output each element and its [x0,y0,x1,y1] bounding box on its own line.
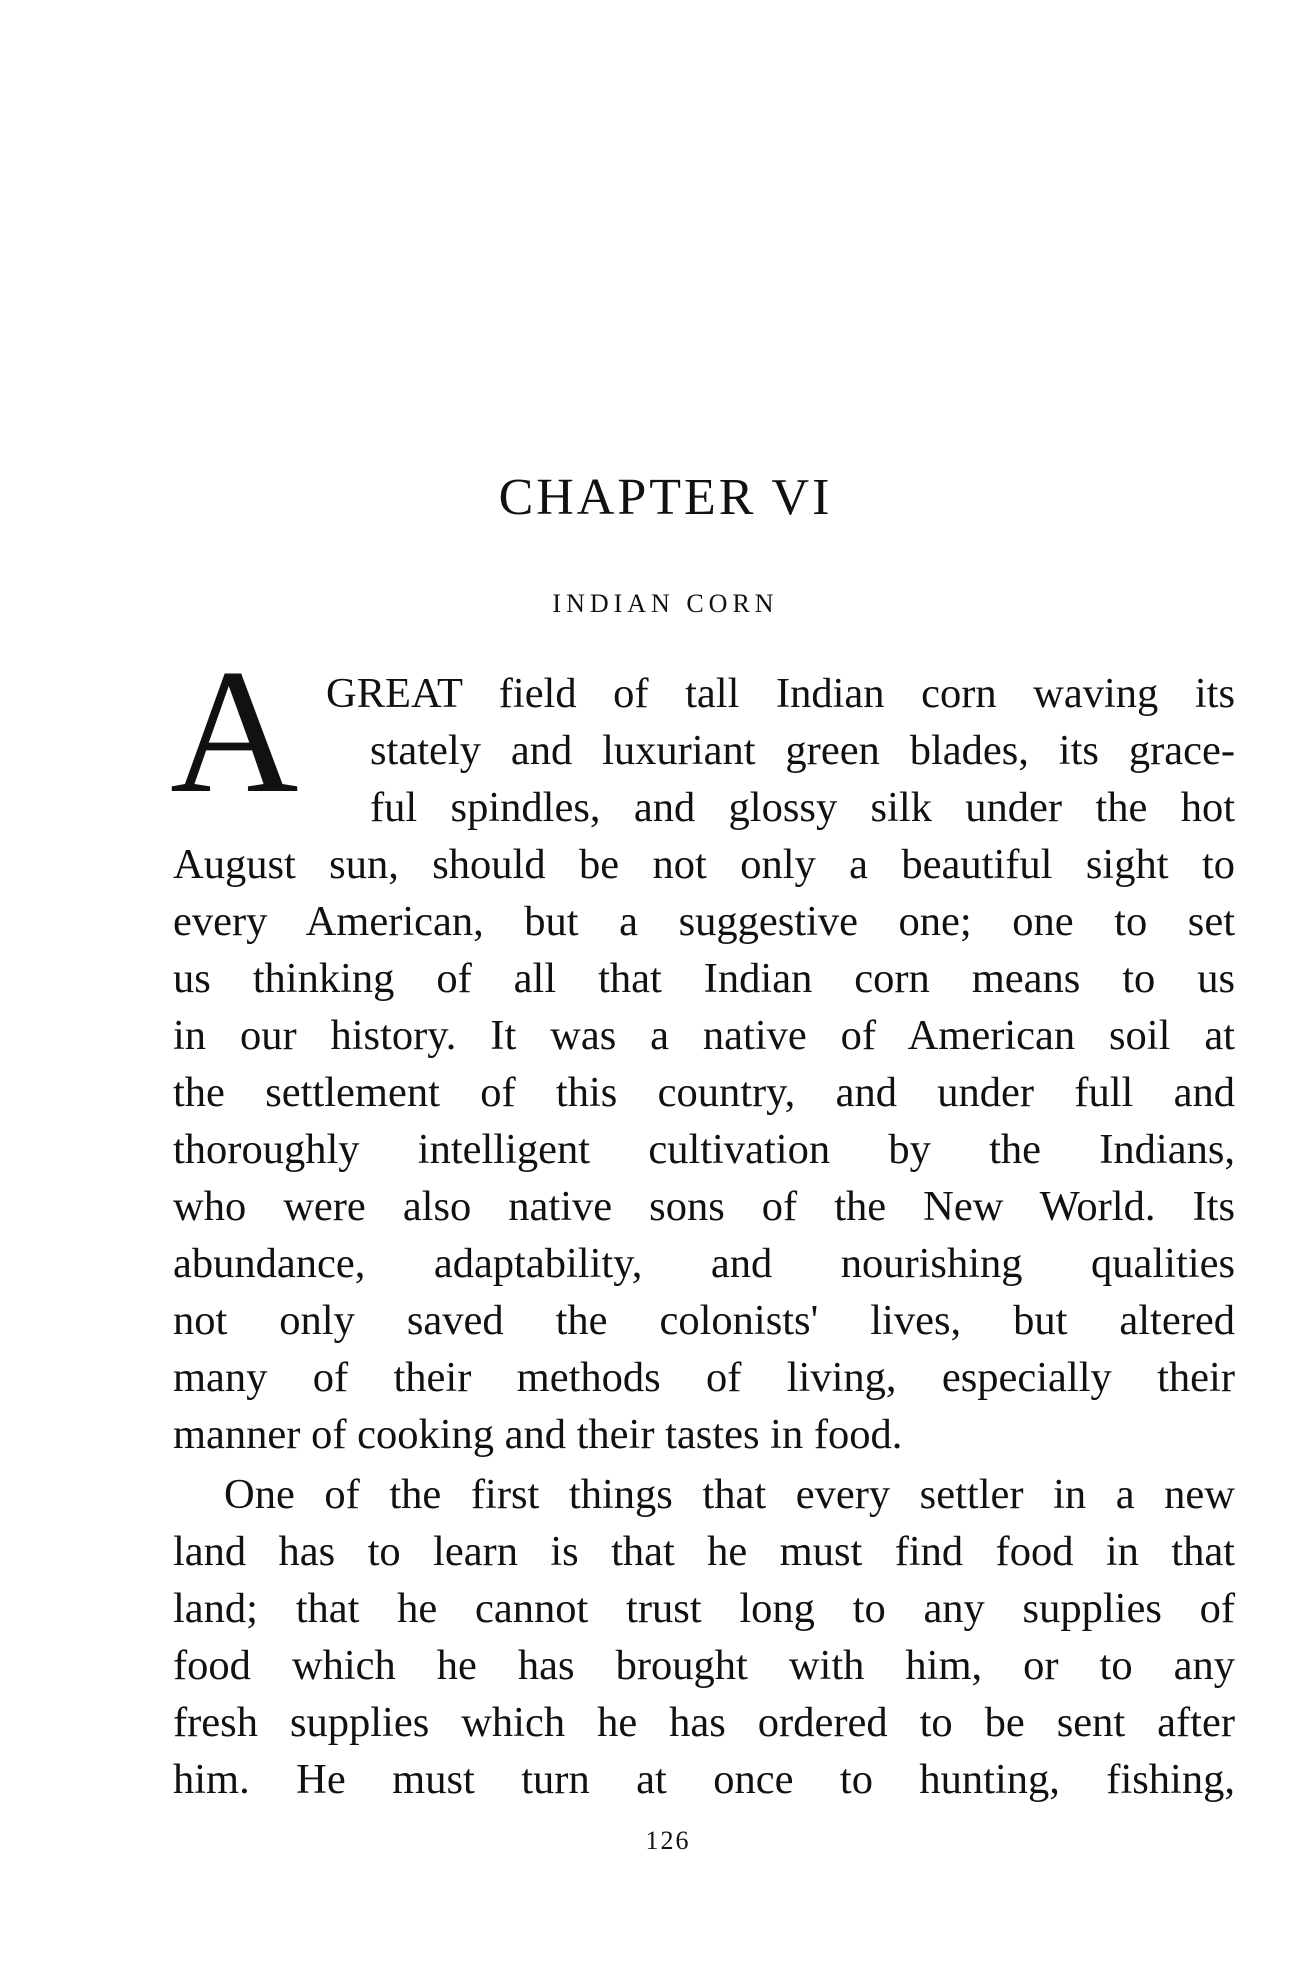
paragraph-2 [173,1466,1235,1808]
text-line: in our history. It was a native of American soil at [173,1012,1235,1059]
text-line: the settlement of this country, and under full and [173,1069,1235,1116]
text-line: many of their methods of living, especially their [173,1354,1235,1401]
text-line: August sun, should be not only a beautiful sight to [173,841,1235,888]
text-line: us thinking of all that Indian corn means to us [173,955,1235,1002]
paragraph-1 [173,665,1235,1463]
text-line: every American, but a suggestive one; one to set [173,898,1235,945]
page-number: 126 [645,1826,691,1855]
text-line: manner of cooking and their tastes in food. [173,1411,903,1458]
text-line: abundance, adaptability, and nourishing qualities [173,1240,1235,1287]
text-line: land has to learn is that he must find food in that [173,1528,1235,1575]
text-line: who were also native sons of the New World. Its [173,1183,1235,1230]
text-line: land; that he cannot trust long to any supplies of [173,1585,1235,1632]
text-line: not only saved the colonists' lives, but altered [173,1297,1235,1344]
drop-cap: A [170,632,299,830]
chapter-heading: CHAPTER VI [498,469,833,526]
text-line: him. He must turn at once to hunting, fishing, [173,1756,1235,1803]
text-line: One of the first things that every settler in a new [224,1471,1235,1518]
chapter-title: INDIAN CORN [552,589,779,618]
text-line: fresh supplies which he has ordered to be sent after [173,1699,1235,1746]
text-line: ful spindles, and glossy silk under the hot [370,784,1235,831]
text-line: food which he has brought with him, or to any [173,1642,1235,1689]
text-line: thoroughly intelligent cultivation by the Indians, [173,1126,1235,1173]
text-line: stately and luxuriant green blades, its grace- [370,727,1235,774]
text-line: GREAT field of tall Indian corn waving its [326,670,1235,717]
